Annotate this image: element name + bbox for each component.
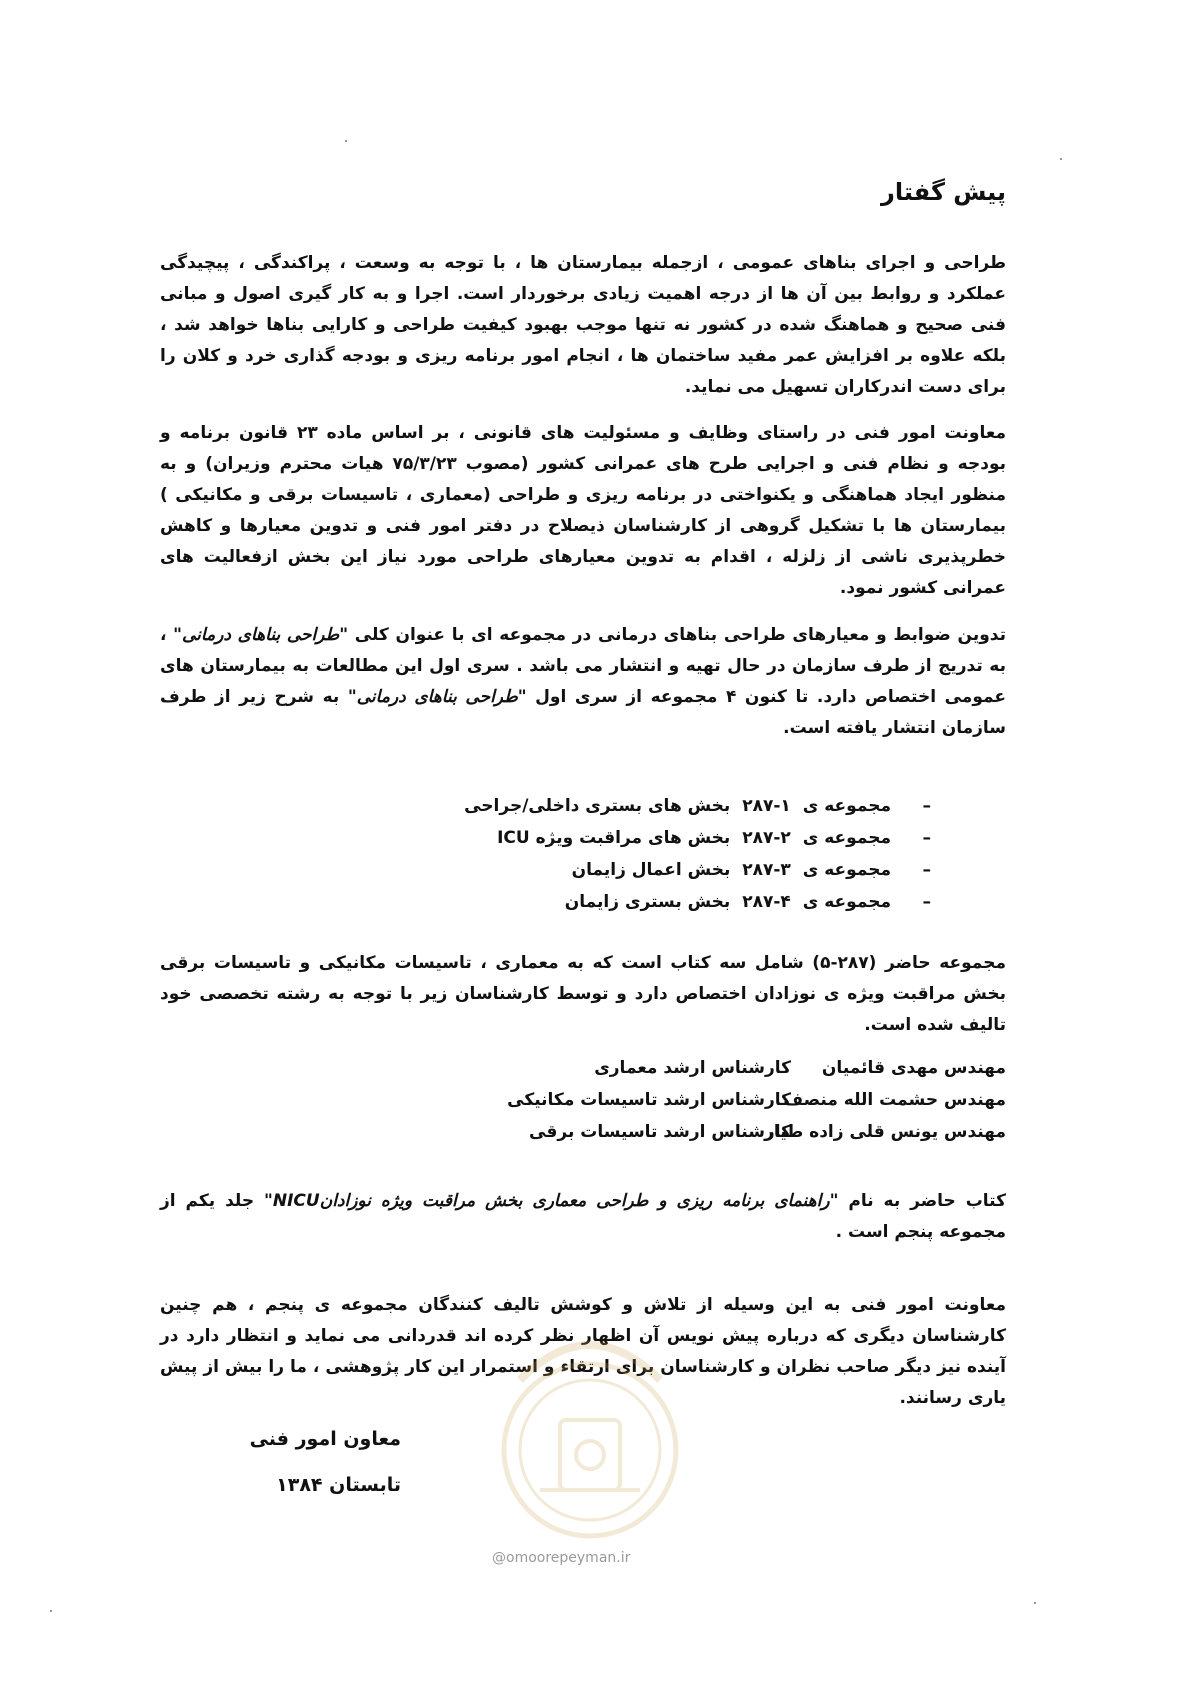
author-role: کارشناس ارشد تاسیسات مکانیکی xyxy=(507,1090,791,1110)
list-dash: – xyxy=(922,892,931,912)
list-title: بخش های مراقبت ویژه ICU xyxy=(497,828,731,848)
series-title-2: طراحی بناهای درمانی xyxy=(356,687,518,707)
series-title-1: طراحی بناهای درمانی xyxy=(182,625,340,645)
list-code: ۲۸۷-۲ xyxy=(742,828,791,848)
list-title: بخش بستری زایمان xyxy=(564,892,731,912)
scan-speck xyxy=(345,140,347,142)
collections-list xyxy=(464,790,931,918)
list-item xyxy=(464,854,931,886)
authors-list xyxy=(507,1052,1006,1148)
list-code: ۲۸۷-۱ xyxy=(742,796,791,816)
author-row xyxy=(507,1116,1006,1148)
series-text-2: " ، به تدریج از طرف سازمان در حال تهیه و انتشار می باشد . سری اول این مطالعات به بیمارستان های عمومی اختصاص دارد. تا کنون ۴ مجموعه از سری اول " xyxy=(160,625,1007,707)
book-text-2: " جلد یکم از مجموعه پنجم است . xyxy=(160,1191,1006,1242)
author-name: مهندس مهدی قائمیان xyxy=(821,1058,1006,1078)
scan-speck xyxy=(1060,158,1062,160)
series-text-1: تدوین ضوابط و معیارهای طراحی بناهای درمانی در مجموعه ای با عنوان کلی " xyxy=(339,625,1006,645)
watermark-url: @omoorepeyman.ir xyxy=(492,1550,631,1566)
author-role: کارشناس ارشد تاسیسات برقی xyxy=(529,1122,791,1142)
list-item xyxy=(464,790,931,822)
list-prefix: مجموعه ی xyxy=(802,796,891,816)
page-heading: پیش گفتار xyxy=(881,178,1006,206)
author-name: مهندس حشمت الله منصف xyxy=(783,1090,1006,1110)
scan-speck xyxy=(50,1610,52,1612)
list-prefix: مجموعه ی xyxy=(802,892,891,912)
scan-speck xyxy=(1034,1602,1036,1604)
author-row xyxy=(507,1084,1006,1116)
list-dash: – xyxy=(922,828,931,848)
paragraph-book-title xyxy=(160,1186,1006,1248)
signature-office: معاون امور فنی xyxy=(249,1428,401,1450)
paragraph-acknowledgement: معاونت امور فنی به این وسیله از تلاش و کوشش تالیف کنندگان مجموعه ی پنجم ، هم چنین کارشناسان دیگری که درباره پیش نویس آن اظهار نظر کرده اند قدردانی می نماید و انتظار دارد در آینده نیز دیگر صاحب نظران و کارشناسان برای ارتقاء و استمرار این کار پژوهشی ، ما را بیش از پیش یاری رسانند. xyxy=(160,1295,1006,1408)
paragraph-series xyxy=(160,620,1006,744)
list-title: بخش اعمال زایمان xyxy=(571,860,731,880)
author-row xyxy=(507,1052,1006,1084)
paragraph-intro: طراحی و اجرای بناهای عمومی ، ازجمله بیمارستان ها ، با توجه به وسعت ، پراکندگی ، پیچیدگی عملکرد و روابط بین آن ها از درجه اهمیت زیادی برخوردار است. اجرا و به کار گیری اصول و مبانی فنی صحیح و هماهنگ شده در کشور نه تنها موجب بهبود کیفیت طراحی و کارایی بناها خواهد شد ، بلکه علاوه بر افزایش عمر مفید ساختمان ها ، انجام امور برنامه ریزی و بودجه گذاری خرد و کلان را برای دست اندرکاران تسهیل می نماید. xyxy=(160,253,1006,397)
list-code: ۲۸۷-۴ xyxy=(742,892,791,912)
list-prefix: مجموعه ی xyxy=(802,860,891,880)
list-prefix: مجموعه ی xyxy=(802,828,891,848)
watermark-seal xyxy=(480,1320,700,1560)
book-title: راهنمای برنامه ریزی و طراحی معماری بخش مراقبت ویژه نوزادانNICU xyxy=(272,1191,830,1211)
paragraph-mandate: معاونت امور فنی در راستای وظایف و مسئولیت های قانونی ، بر اساس ماده ۲۳ قانون برنامه و بودجه و نظام فنی و اجرایی طرح های عمرانی کشور (مصوب ۷۵/۳/۲۳ هیات محترم وزیران) و به منظور ایجاد هماهنگی و یکنواختی در برنامه ریزی و طراحی (معماری ، تاسیسات برقی و مکانیکی ) بیمارستان ها با تشکیل گروهی از کارشناسان ذیصلاح در دفتر امور فنی و تدوین معیارها و کاهش خطرپذیری ناشی از زلزله ، اقدام به تدوین معیارهای طراحی مورد نیاز این بخش ازفعالیت های عمرانی کشور نمود. xyxy=(160,423,1007,598)
list-item xyxy=(464,886,931,918)
list-item xyxy=(464,822,931,854)
paragraph-current-collection: مجموعه حاضر (۲۸۷-۵) شامل سه کتاب است که به معماری ، تاسیسات مکانیکی و تاسیسات برقی بخش مراقبت ویژه ی نوزادان اختصاص دارد و توسط کارشناسان زیر با توجه به رشته تخصصی خود تالیف شده است. xyxy=(160,953,1006,1035)
author-name: مهندس یونس قلی زاده طیار xyxy=(764,1122,1006,1142)
list-dash: – xyxy=(922,796,931,816)
list-dash: – xyxy=(922,860,931,880)
list-code: ۲۸۷-۳ xyxy=(742,860,791,880)
list-title: بخش های بستری داخلی/جراحی xyxy=(464,796,731,816)
series-text-3: " به شرح زیر از طرف سازمان انتشار یافته است. xyxy=(160,687,1006,738)
book-text-1: کتاب حاضر به نام " xyxy=(829,1191,1006,1211)
signature-date: تابستان ۱۳۸۴ xyxy=(276,1474,401,1496)
author-role: کارشناس ارشد معماری xyxy=(594,1058,791,1078)
